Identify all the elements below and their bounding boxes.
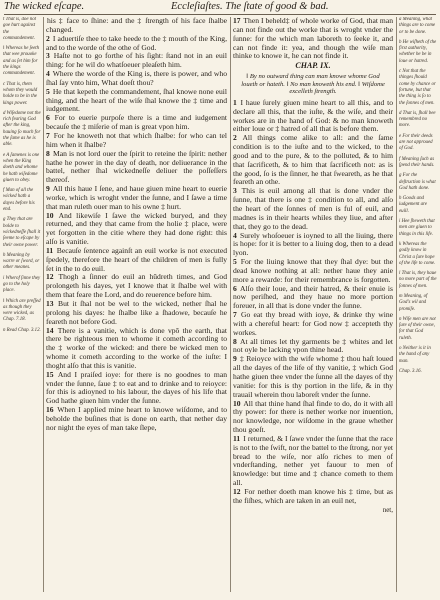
catchword: net, [382, 505, 393, 514]
marginal-note: n Wiſe men are not ſure of their owne, for that God ruleth. [399, 316, 436, 341]
verse-text: Haſte not to go forthe of his ſight: ſtand not in an euil thing: for he wil do whatſoeuer pleaſeth him. [46, 51, 227, 70]
verse [46, 273, 227, 300]
verse-number: 17 [233, 17, 241, 25]
marginal-note: c Not that the thinges ſhould come by chance or fortune, but that the thing is ſo to the ſonnes of men. [399, 69, 436, 106]
verse [233, 400, 393, 435]
verse-number: 7 [233, 310, 237, 320]
verse [233, 488, 393, 506]
marginal-note: o Neither is it in the hand of any man. [399, 346, 431, 364]
verse [233, 285, 393, 312]
verse-text: All things come alike to all: and the ſame condition is to the iuſte and to the wicked, to the good and to the pure, & to the polluted, & to him that ſacrificeth, & to him that ſacrificeth not: as is the good, ſo is the ſinner, he that ſweareth, as he that feareth an othe. [233, 133, 393, 187]
verse-text: There is a vanitie, which is done vpō the earth, that there be righteous men to whome it cometh according to the ‡ worke of the wicked: and there be wicked men to whome it cometh according to the worke of the iuſte: I thoght alſo that this is vanitie. [46, 325, 227, 370]
verse-text: I returned, & I ſawe vnder the ſunne that the race is not to the ſwift, nor the battel to the ſtrong, nor yet bread to the wiſe, nor alſo riches to men of vnderſtanding, nether yet fauour to men of knowledge: but time and ‡ chance cometh to them all. [233, 433, 393, 488]
verse-text: I haue ſurely giuen mine heart to all this, and to declare all this, that the iuſte, & the wiſe, and their workes are in the hand of God: & no man knoweth either loue or ‡ hatred of all that is before them. [233, 97, 393, 134]
marginal-note: c That is, them whom they would holde to be in the kings power. [3, 81, 38, 106]
verse-number: 6 [46, 113, 50, 123]
verse-text: Where the worde of the King is, there is power, and who ſhal ſay vnto him, What doeſt thou? [46, 69, 227, 87]
verse-number: 12 [233, 486, 241, 496]
verse-number: 4 [233, 230, 237, 240]
verse-number: 13 [46, 299, 54, 308]
marginal-note: g For the deſtruction is what God hath done. [399, 173, 436, 191]
verse-number: 11 [233, 433, 241, 443]
verse [46, 114, 227, 132]
verse-number: 15 [46, 369, 54, 379]
verse-text: his ‡ face to ſhine: and the ‡ ſtrength of his face ſhalbe changed. [46, 17, 227, 34]
verse [233, 258, 393, 285]
verse-number: 14 [46, 325, 54, 335]
verse-text: Then I beheld‡ of whole worke of God, that man can not finde out the worke that is wroght vnder the ſunne: for the which man laboreth to ſeeke it, and can not finde it: yea, and though the wiſe man thinke to knowe it, he can not finde it. [233, 17, 393, 61]
verse-number: 6 [233, 283, 237, 293]
verse-number: 4 [46, 69, 50, 79]
marginal-note: ‖ Whereas he ſeeth that wee prouoke and as ſet him for the kings commandement. [3, 46, 40, 77]
marginal-note: n Read Chap. 3.12. [3, 327, 41, 333]
verse-number: 2 [233, 133, 237, 143]
verse [233, 134, 393, 187]
verse-number: 7 [46, 130, 50, 140]
column-rule-left [43, 17, 44, 592]
verse [46, 185, 227, 212]
verse [233, 99, 393, 134]
verse [46, 247, 227, 274]
marginal-note: h Meaning by warre or ſword, or other meanes. [3, 252, 40, 271]
header-rule [4, 14, 436, 15]
verse-number: 5 [46, 86, 50, 96]
marginal-note: f Meaning ſuch as ſpend their hands. [399, 156, 435, 168]
verse-number: 5 [233, 257, 237, 267]
verse-text: For he knoweth not that which ſhalbe: for who can tel him when it ſhalbe? [46, 130, 227, 149]
verse-text: ‡ Reioyce with the wife whome ‡ thou haſt loued all the dayes of the life of thy vanitie, ‡ which God hathe giuen thee vnder the ſunne all the dayes of thy vanitie: for this is thy portion in the life, & in thy trauail wherein thou laboreſt vnder the ſunne. [233, 354, 393, 399]
verse [233, 187, 393, 231]
verse-text: All this haue I ſene, and haue giuen mine heart to euerie worke, which is wroght vnder the ſunne, and I ſawe a time that man ruleth ouer man to his owne ‡ hurt. [46, 184, 227, 211]
verse-number: 10 [46, 210, 54, 220]
verse [233, 311, 393, 338]
verse-number: 11 [46, 245, 54, 255]
verse-text: For the liuing knowe that they ſhal dye: but the dead knowe nothing at all: nether haue they anie more a rewarde: for their remembrance is forgotten. [233, 257, 393, 284]
marginal-note: ‖ Which are preſſed as though they were wicked, as Chap. 7.18. [3, 298, 41, 323]
verse-text: For nether doeth man knowe his ‡ time, but as the fiſhes, which are taken in an euil net, [233, 486, 393, 505]
verse-text: I aduertiſe thee to take heede to the ‡ mouth of the King, and to the worde of the othe of God. [46, 33, 227, 52]
verse-number: 8 [46, 148, 50, 158]
marginal-note: t That is, doe not goe hurt against the commandement. [3, 17, 37, 41]
verse [46, 35, 227, 53]
verse-number: 3 [46, 51, 50, 61]
verse-text: All that thine hand ſhal finde to do, do it with all thy power: for there is nether worke nor inuention, nor knowledge, nor wiſdome in the graue whether thou goeſt. [233, 398, 393, 435]
text-column-left [46, 17, 227, 597]
right-marginal-notes [399, 17, 437, 597]
verse [46, 150, 227, 185]
marginal-note: h Goods and iudgement are euill. [399, 196, 427, 214]
column-rule-center [230, 17, 231, 592]
verse-number: 2 [46, 33, 50, 43]
verse-number: 9 [233, 354, 237, 364]
chapter-heading: CHAP. IX. [295, 61, 331, 71]
marginal-note: a Meaning, what things are to come or to be done. [399, 17, 436, 35]
verse [46, 132, 227, 150]
verse-text: For to euerie purpoſe there is a time and iudgement becauſe the ‡ miſerie of man is great vpon him. [46, 113, 227, 132]
verse [46, 406, 227, 433]
verse [233, 17, 393, 61]
text-column-right [233, 17, 393, 597]
verse-text: Go eat thy bread with ioye, & drinke thy wine with a chereful heart: for God now ‡ accepteth thy workes. [233, 310, 393, 337]
marginal-note: b He wiſheth of the first authority, whether he be in loue or hatred. [399, 39, 437, 64]
verse [46, 327, 227, 371]
running-header-right: Eccleſiaſtes. The ſtate of good & bad. [171, 1, 329, 12]
verse [46, 300, 227, 327]
verse [233, 435, 393, 488]
verse-number: 9 [46, 184, 50, 194]
marginal-note: g They that are bolde to wickedneſſe ſhall it ſeeme to eſcape by their owne power. [3, 217, 41, 248]
marginal-note: d That is, ſhall bee remembred no more. [399, 110, 436, 129]
marginal-note: k Whereas the godly know in Christ a ſure hope of the life to come. [399, 241, 436, 266]
verse-number: 10 [233, 398, 241, 408]
verse-text: Man is not lord ouer the ſpirit to reteine the ſpirit: nether hathe he power in the day of death, nor deliuerance in the battel, nether ſhal wickedneſſe deliuer the poſſeſſers thereof. [46, 148, 227, 185]
verse-text: When I applied mine heart to knowe wiſdome, and to beholde the buſines that is done on earth, that nether day nor night the eyes of man take ſlepe, [46, 405, 227, 432]
marginal-note: e A ſamenes is one when the King doeth and whome he hath wiſedome giuen to obey. [3, 152, 40, 183]
marginal-note: l That is, they haue no more part of the ſonnes of men. [399, 271, 437, 289]
verse-text: Becauſe ſentence againſt an euil worke is not executed ſpedely, therefore the heart of the children of men is fully ſet in the to do euil. [46, 245, 227, 273]
verse-text: At all times let thy garments be ‡ whites and let not oyle be lacking vpon thine head. [233, 336, 393, 355]
marginal-note: i Hee ſheweth that men are giuen to things in this life. [399, 219, 435, 237]
marginal-note: f Man of all the wicked hath a dayes before his end. [3, 188, 35, 213]
running-header-left: The wicked eſcape. [4, 1, 85, 12]
verse-text: This is euil among all that is done vnder the ſunne, that there is one ‡ condition to all, and alſo the heart of the ſonnes of men is ful of euil, and madnes is in their hearts whiles they liue, and after that, they go to the dead. [233, 186, 393, 231]
verse [233, 355, 393, 399]
marginal-note: i Wherof ſinne they go to the holy place. [3, 275, 41, 294]
chapter-argument: ‖ By no outward thing can man knowe whome God loueth or hateth. ‖ No man knoweth his end. ‖ Wiſdome excelleth ſtrength. [241, 73, 385, 96]
marginal-note: Chap. 3.16. [399, 368, 422, 374]
verse [46, 17, 227, 35]
verse-number: 1 [233, 97, 237, 107]
verse [233, 338, 393, 356]
verse-text: Surely whoſoeuer is ioyned to all the liuing, there is hope: for it is better to a liuing dog, then to a dead lyon. [233, 230, 393, 258]
marginal-note: d Wiſedome not the rich fearing God after the king, hauing ſo much for the ſame as he is able. [3, 110, 41, 148]
column-rule-right [396, 17, 397, 592]
verse-number: 16 [46, 405, 54, 415]
verse-text: And I praiſed ioye: for there is no goodnes to man vnder the ſunne, ſaue ‡ to eat and to drinke and to reioyce: for this is adioyned to his labour, the dayes of his life that God hathe giuen him vnder the ſunne. [46, 369, 227, 406]
left-marginal-notes [3, 17, 41, 597]
verse [46, 88, 227, 115]
verse [46, 70, 227, 88]
verse-text: And likewiſe I ſawe the wicked buryed, and they returned, and they that came from the holie ‡ place, were yet forgotten in the citie where they had done right: this alſo is vanitie. [46, 210, 227, 247]
marginal-note: e For their deeds are not approued of God. [399, 133, 433, 152]
verse-number: 12 [46, 272, 54, 282]
verse-text: He that kepeth the commandement, ſhal knowe none euil thing, and the heart of the wiſe ſhal knowe the ‡ time and iudgement. [46, 86, 227, 114]
verse [46, 52, 227, 70]
verse-text: Alſo their loue, and their hatred, & their enuie is now periſhed, and they haue no more portion foreuer, in all that is done vnder the ſunne. [233, 283, 393, 311]
marginal-note: m Meaning, of God's wil and promiſe. [399, 293, 428, 312]
verse-text: Thogh a ſinner do euil an hūdreth times, and God prolongeth his dayes, yet I knowe that it ſhalbe wel with them that feare the Lord, and do reuerence before him. [46, 272, 227, 300]
verse-number: 3 [233, 186, 237, 196]
verse-text: But it ſhal not be wel to the wicked, nether ſhal he prolong his dayes: he ſhalbe like a ſhadowe, becauſe he feareth not before God. [46, 299, 227, 326]
verse-number: 8 [233, 336, 237, 346]
verse [46, 212, 227, 247]
verse [233, 232, 393, 259]
verse [46, 371, 227, 406]
